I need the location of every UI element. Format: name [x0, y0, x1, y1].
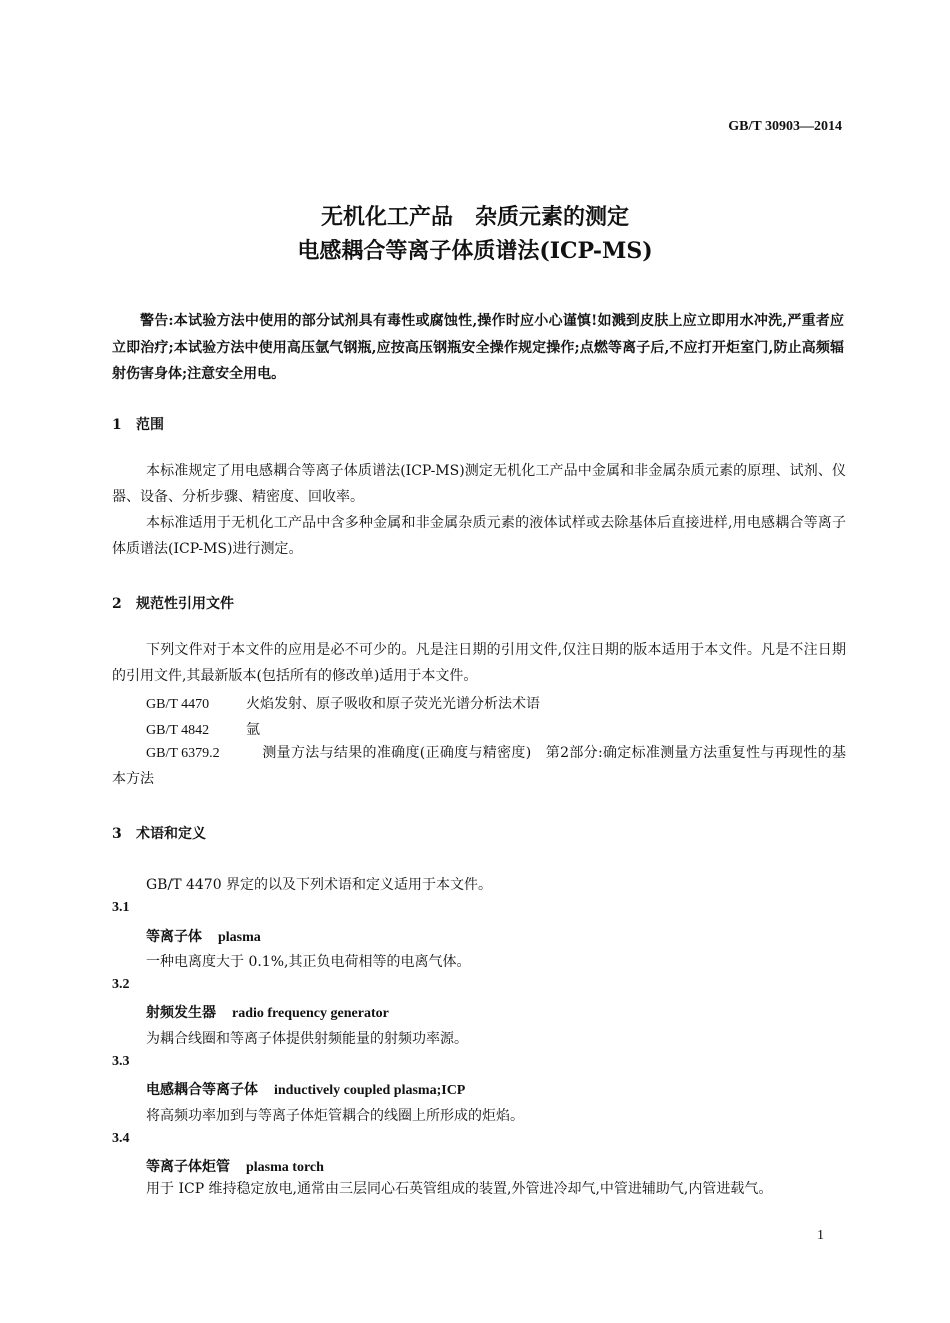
section-title: 术语和定义 [136, 826, 206, 842]
term-heading [146, 1079, 465, 1099]
reference-title: 火焰发射、原子吸收和原子荧光光谱分析法术语 [246, 696, 540, 712]
section-title: 规范性引用文件 [136, 596, 234, 612]
term-en: plasma torch [246, 1160, 324, 1175]
section-1-paragraph-2: 本标准适用于无机化工产品中含多种金属和非金属杂质元素的液体试样或去除基体后直接进样,用电感耦合等离子体质谱法(ICP-MS)进行测定。 [112, 515, 846, 557]
term-heading [146, 926, 261, 946]
section-2-paragraph: 下列文件对于本文件的应用是必不可少的。凡是注日期的引用文件,仅注日期的版本适用于本文件。凡是不注日期的引用文件,其最新版本(包括所有的修改单)适用于本文件。 [112, 642, 846, 684]
section-number: 1 [112, 417, 122, 433]
section-3-heading [112, 823, 206, 843]
safety-warning [112, 308, 844, 388]
section-title: 范围 [136, 417, 164, 433]
term-cn: 等离子体 [146, 929, 202, 945]
reference-code: GB/T 4842 [146, 723, 210, 738]
term-cn: 电感耦合等离子体 [146, 1082, 258, 1098]
section-1-paragraph-1: 本标准规定了用电感耦合等离子体质谱法(ICP-MS)测定无机化工产品中金属和非金属杂质元素的原理、试剂、仪器、设备、分析步骤、精密度、回收率。 [112, 463, 846, 505]
term-definition: 用于 ICP 维持稳定放电,通常由三层同心石英管组成的装置,外管进冷却气,中管进辅助气,内管进载气。 [146, 1181, 773, 1197]
doc-title-line1: 无机化工产品 杂质元素的测定 [320, 204, 629, 230]
reference-item [146, 693, 540, 713]
term-en: inductively coupled plasma;ICP [274, 1083, 466, 1098]
term-heading [146, 1002, 389, 1022]
section-3-intro: GB/T 4470 界定的以及下列术语和定义适用于本文件。 [146, 877, 493, 893]
term-definition: 为耦合线圈和等离子体提供射频能量的射频功率源。 [146, 1031, 468, 1047]
section-number: 2 [112, 596, 122, 612]
clause-number: 3.4 [112, 1131, 130, 1146]
term-cn: 射频发生器 [146, 1005, 216, 1021]
reference-title: 氩 [246, 722, 260, 738]
reference-title: 测量方法与结果的准确度(正确度与精密度) 第2部分:确定标准测量方法重复性与再现性的基本方法 [112, 745, 846, 787]
reference-code: GB/T 6379.2 [146, 746, 220, 761]
standard-number: GB/T 30903—2014 [728, 119, 842, 134]
term-cn: 等离子体炬管 [146, 1159, 230, 1175]
clause-number: 3.1 [112, 900, 130, 915]
term-definition: 一种电离度大于 0.1%,其正负电荷相等的电离气体。 [146, 954, 471, 970]
section-2-heading [112, 593, 234, 613]
term-definition: 将高频功率加到与等离子体炬管耦合的线圈上所形成的炬焰。 [146, 1108, 524, 1124]
section-number: 3 [112, 826, 122, 842]
clause-number: 3.3 [112, 1054, 130, 1069]
term-en: plasma [218, 930, 261, 945]
reference-item [146, 719, 260, 739]
page-number: 1 [817, 1228, 824, 1243]
clause-number: 3.2 [112, 977, 130, 992]
section-1-heading [112, 414, 164, 434]
reference-item [112, 741, 846, 792]
warning-text: 警告:本试验方法中使用的部分试剂具有毒性或腐蚀性,操作时应小心谨慎!如溅到皮肤上应立即用水冲洗,严重者应立即治疗;本试验方法中使用高压氩气钢瓶,应按高压钢瓶安全操作规定操作;点燃等离子后,不应打开炬室门,防止高频辐射伤害身体;注意安全用电。 [112, 313, 844, 382]
term-heading [146, 1156, 324, 1176]
term-en: radio frequency generator [232, 1006, 389, 1021]
reference-code: GB/T 4470 [146, 697, 210, 712]
doc-title-line2: 电感耦合等离子体质谱法(ICP-MS) [297, 238, 653, 264]
